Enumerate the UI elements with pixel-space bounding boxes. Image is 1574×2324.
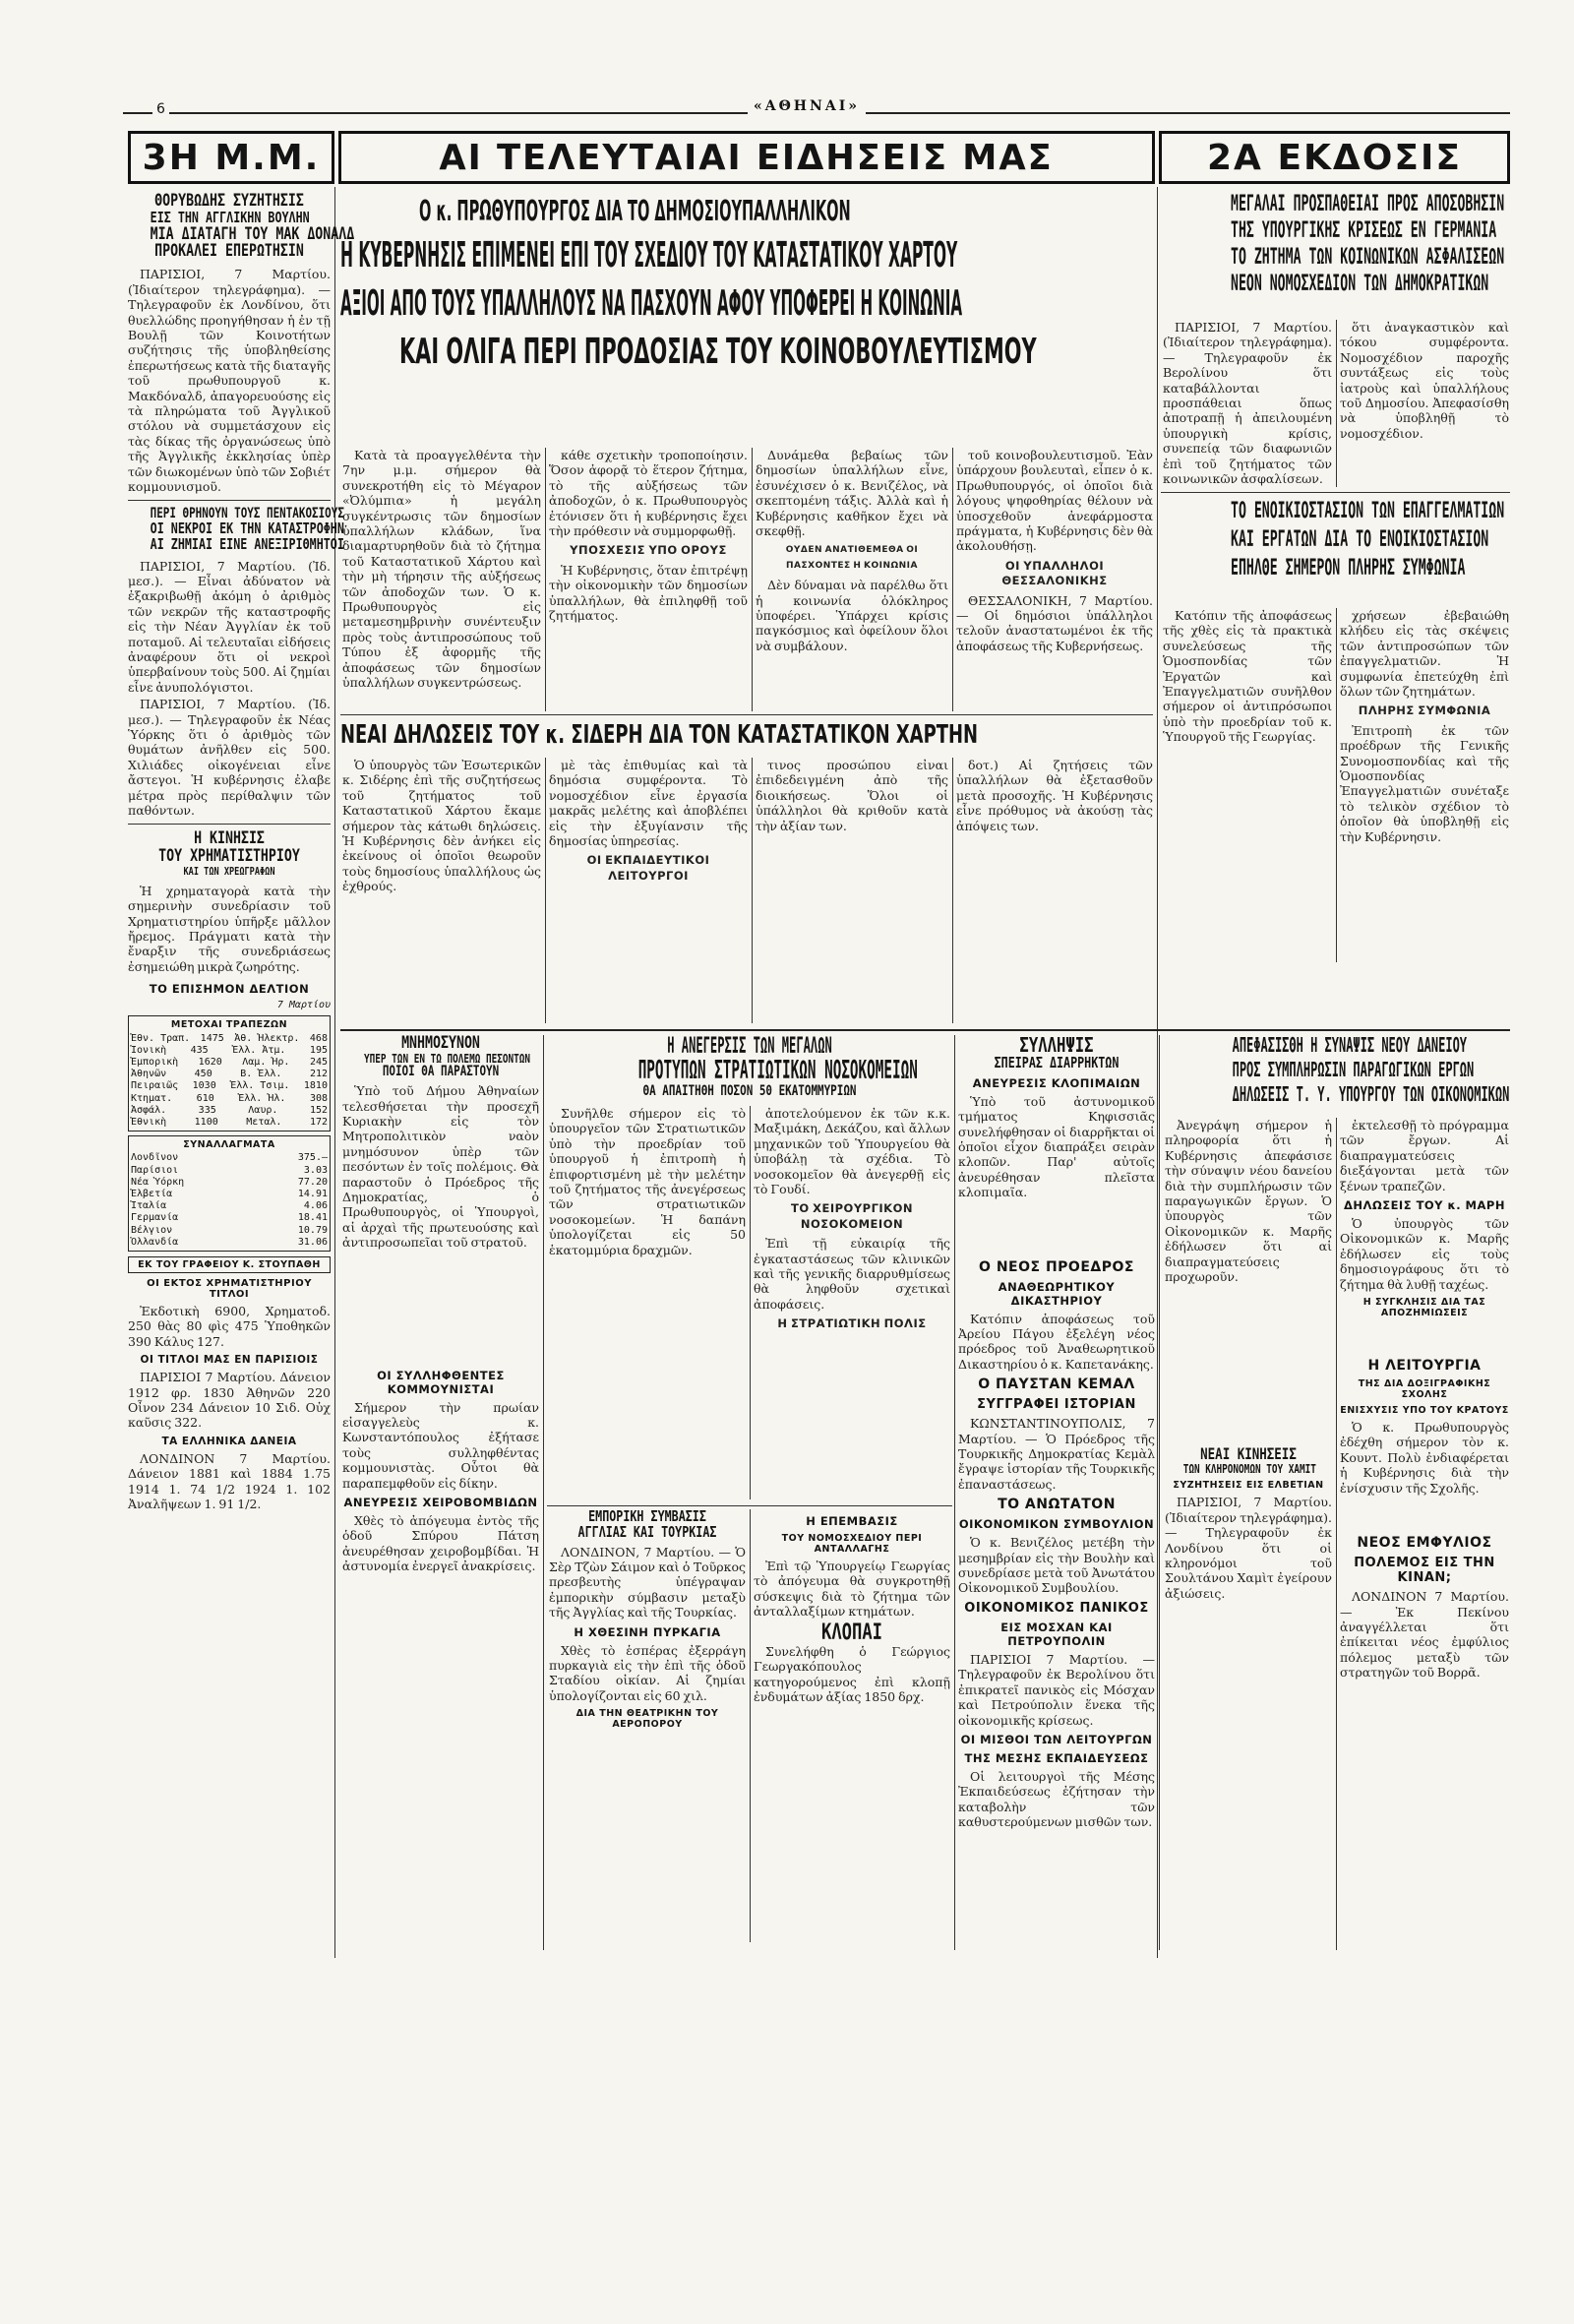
center-col-d: τοῦ κοινοβουλευτισμοῦ. Ἐὰν ὑπάρχουν βουλευταὶ, εἶπεν ὁ κ. Πρωθυπουργός, οἱ ὁποῖοι διὰ λόγους ψηφοθηρίας θέλουν νὰ ὑποσχεθοῦν ἀνεφάρμοστα πράγματα, ἡ Κυβέρνησις δὲν θὰ ἀκολουθήσῃ. ΟΙ ΥΠΑΛΛΗΛΟΙ ΘΕΣΣΑΛΟΝΙΚΗΣ ΘΕΣΣΑΛΟΝΙΚΗ, 7 Μαρτίου. — Οἱ δημόσιοι ὑπάλληλοι τελοῦν ἀναστατωμένοι ἐκ τῆς ἀποφάσεως τῆς Κυβερνήσεως. xyxy=(956,448,1153,653)
exchange-row: Ἑλβετία 14.91 xyxy=(131,1188,328,1199)
bulletin-row: Ἀθηνῶν 450 Β. Ἑλλ. 212 xyxy=(131,1069,328,1080)
right-edition: 2Α ΕΚΔΟΣΙΣ xyxy=(1207,137,1462,178)
center-top-story xyxy=(340,189,1153,445)
exchange-table: ΣΥΝΑΛΛΑΓΜΑΤΑ Λονδῖνον 375.— Παρίσιοι 3.03 Νέα Ὑόρκη 77.20 Ἑλβετία 14.91 Ἰταλία 4.06 Γερμανία 18.41 Βέλγιον 10.79 Ὁλλανδία 31.06 xyxy=(128,1135,331,1252)
col1-headline-1: ΘΟΡΥΒΩΔΗΣ ΣΥΖΗΤΗΣΙΣ ΕΙΣ ΤΗΝ ΑΓΓΛΙΚΗΝ ΒΟΥΛΗΝ ΜΙΑ ΔΙΑΤΑΓΗ ΤΟΥ ΜΑΚ ΔΟΝΑΛΔ ΠΡΟΚΑΛΕΙ ΕΠΕΡΩΤΗΣΙΝ xyxy=(150,191,355,262)
sideris-col-b: μὲ τὰς ἐπιθυμίας καὶ τὰ δημόσια συμφέροντα. Τὸ νομοσχέδιον εἶνε ἐργασία μακρᾶς μελέτης καὶ ἀποβλέπει εἰς τὴν ἐξυγίανσιν τῆς δημοσίας ὑπηρεσίας. ΟΙ ΕΚΠΑΙΔΕΥΤΙΚΟΙ ΛΕΙΤΟΥΡΓΟΙ xyxy=(549,758,748,883)
bulletin-row: Πειραιῶς 1030 Ἑλλ. Τσιμ. 1810 xyxy=(131,1080,328,1092)
page-number: 6 xyxy=(152,101,169,117)
right-edition-box xyxy=(1159,131,1510,184)
right-headline-2: ΤΟ ΕΝΟΙΚΙΟΣΤΑΣΙΟΝ ΤΩΝ ΕΠΑΓΓΕΛΜΑΤΙΩΝ ΚΑΙ ΕΡΓΑΤΩΝ ΔΙΑ ΤΟ ΕΝΟΙΚΙΟΣΤΑΣΙΟΝ ΕΠΗΛΘΕ ΣΗΜΕΡΟΝ ΠΛΗΡΗΣ ΣΥΜΦΩΝΙΑ xyxy=(1231,499,1505,581)
loan-headline: ΑΠΕΦΑΣΙΣΘΗ Η ΣΥΝΑΨΙΣ ΝΕΟΥ ΔΑΝΕΙΟΥ ΠΡΟΣ ΣΥΜΠΛΗΡΩΣΙΝ ΠΑΡΑΓΩΓΙΚΩΝ ΕΡΓΩΝ ΔΗΛΩΣΕΙΣ Τ. Υ. ΥΠΟΥΡΓΟΥ ΤΩΝ ΟΙΚΟΝΟΜΙΚΩΝ xyxy=(1232,1033,1510,1106)
right-article-1a: ΠΑΡΙΣΙΟΙ, 7 Μαρτίου. (Ἰδιαίτερον τηλεγράφημα). — Τηλεγραφοῦν ἐκ Βερολίνου ὅτι καταβάλλονται προσπάθειαι ὅπως ἀποτραπῇ ἡ ἀπειλουμένη ὑπουργικὴ κρίσις, συνεπείᾳ τῶν διαφωνιῶν ἐπὶ τοῦ ζητήματος τῶν κοινωνικῶν ἀσφαλίσεων. xyxy=(1163,320,1332,487)
bulletin-row: Ἐθν. Τραπ. 1475 Ἀθ. Ἠλεκτρ. 468 xyxy=(131,1032,328,1044)
right-headline-1: ΜΕΓΑΛΑΙ ΠΡΟΣΠΑΘΕΙΑΙ ΠΡΟΣ ΑΠΟΣΟΒΗΣΙΝ ΤΗΣ ΥΠΟΥΡΓΙΚΗΣ ΚΡΙΣΕΩΣ ΕΝ ΓΕΡΜΑΝΙΑ ΤΟ ΖΗΤΗΜΑ ΤΩΝ ΚΟΙΝΩΝΙΚΩΝ ΑΣΦΑΛΙΣΕΩΝ ΝΕΟΝ ΝΟΜΟΣΧΕΔΙΟΝ ΤΩΝ ΔΗΜΟΚΡΑΤΙΚΩΝ xyxy=(1231,192,1505,297)
inheritance-article: ΝΕΑΙ ΚΙΝΗΣΕΙΣ ΤΩΝ ΚΛΗΡΟΝΟΜΩΝ ΤΟΥ ΧΑΜΙΤ ΣΥΖΗΤΗΣΕΙΣ ΕΙΣ ΕΛΒΕΤΙΑΝ ΠΑΡΙΣΙΟΙ, 7 Μαρτίου. (Ἰδιαίτερον τηλεγράφημα). — Τηλεγραφοῦν ἐκ Λονδίνου ὅτι οἱ κληρονόμοι τοῦ Σουλτάνου Χαμὶτ ἐγείρουν ἀξιώσεις. xyxy=(1165,1444,1332,1601)
sideris-col-a: Ὁ ὑπουργὸς τῶν Ἐσωτερικῶν κ. Σιδέρης ἐπὶ τῆς συζητήσεως τοῦ ζητήματος τοῦ Καταστατικοῦ Χάρτου ἔκαμε σήμερον τὰς κάτωθι δηλώσεις. Ἡ Κυβέρνησις δὲν ἀνήκει εἰς ἐκείνους οἱ ὁποῖοι θεωροῦν τοὺς δημοσίους ὑπαλλήλους ὡς ἐχθρούς. xyxy=(342,758,541,894)
hospitals-col-b: ἀποτελούμενον ἐκ τῶν κ.κ. Μαξιμάκη, Δεκάζου, καὶ ἄλλων μηχανικῶν τοῦ Ὑπουργείου θὰ ὑποβάλῃ τὰ σχέδια. Τὸ νοσοκομεῖον θὰ ἀνεγερθῇ εἰς τὸ Γουδί. ΤΟ ΧΕΙΡΟΥΡΓΙΚΟΝ ΝΟΣΟΚΟΜΕΙΟΝ Ἐπὶ τῇ εὐκαιρίᾳ τῆς ἐγκαταστάσεως τῶν κλινικῶν καὶ τῆς γενικῆς διαρρυθμίσεως θὰ ληφθοῦν σχετικαὶ ἀποφάσεις. Η ΣΤΡΑΤΙΩΤΙΚΗ ΠΟΛΙΣ xyxy=(754,1106,950,1331)
loan-col-b: ἐκτελεσθῇ τὸ πρόγραμμα τῶν ἔργων. Αἱ διαπραγματεύσεις διεξάγονται μετὰ τῶν ξένων τραπεζῶν. ΔΗΛΩΣΕΙΣ ΤΟΥ κ. ΜΑΡΗ Ὁ ὑπουργὸς τῶν Οἰκονομικῶν κ. Μαρῆς ἐδήλωσεν εἰς τοὺς δημοσιογράφους ὅτι τὸ ζήτημα θὰ λυθῇ ταχέως. Η ΣΥΓΚΛΗΣΙΣ ΔΙΑ ΤΑΣ ΑΠΟΖΗΜΙΩΣΕΙΣ Η ΛΕΙΤΟΥΡΓΙΑ ΤΗΣ ΔΙΑ ΔΟΞΙΓΡΑΦΙΚΗΣ ΣΧΟΛΗΣ ΕΝΙΣΧΥΣΙΣ ΥΠΟ ΤΟΥ ΚΡΑΤΟΥΣ Ὁ κ. Πρωθυπουργὸς ἐδέχθη σήμερον τὸν κ. Κουντ. Πολὺ ἐνδιαφέρεται ἡ Κυβέρνησις διὰ τὴν ἐνίσχυσιν τῆς Σχολῆς. ΝΕΟΣ ΕΜΦΥΛΙΟΣ ΠΟΛΕΜΟΣ ΕΙΣ ΤΗΝ ΚΙΝΑΝ; ΛΟΝΔΙΝΟΝ 7 Μαρτίου. — Ἐκ Πεκίνου ἀναγγέλλεται ὅτι ἐπίκειται νέος ἐμφύλιος πόλεμος μεταξὺ τῶν στρατηγῶν τοῦ Βορρᾶ. xyxy=(1340,1118,1509,1681)
bulletin-title: ΤΟ ΕΠΙΣΗΜΟΝ ΔΕΛΤΙΟΝ xyxy=(149,982,310,997)
paris-titles-title: ΟΙ ΤΙΤΛΟΙ ΜΑΣ ΕΝ ΠΑΡΙΣΙΟΙΣ xyxy=(140,1354,319,1367)
right-article-2b: χρήσεων ἐβεβαιώθη κλήδευ εἰς τὰς σκέψεις τῶν ἀντιπροσώπων τῶν ἐπαγγελματιῶν. Ἡ συμφωνία ἐπετεύχθη ἐπὶ ὅλων τῶν ζητημάτων. ΠΛΗΡΗΣ ΣΥΜΦΩΝΙΑ Ἐπιτροπὴ ἐκ τῶν προέδρων τῆς Γενικῆς Συνομοσπονδίας καὶ τῆς Ὁμοσπονδίας Ἐπαγγελματιῶν συνέταξε τὸ τελικὸν σχέδιον τὸ ὁποῖον θὰ ὑποβληθῇ εἰς τὴν Κυβέρνησιν. xyxy=(1340,608,1509,844)
right-article-2a: Κατόπιν τῆς ἀποφάσεως τῆς χθὲς εἰς τὰ πρακτικὰ συνελεύσεως τῆς Ὁμοσπονδίας τῶν Ἐργατῶν καὶ Ἐπαγγελματιῶν συνῆλθον σήμερον οἱ ἀντιπρόσωποι ὑπὸ τὴν προεδρίαν τοῦ κ. Ὑπουργοῦ τῆς Γεωργίας. xyxy=(1163,608,1332,745)
interv-article: Η ΕΠΕΜΒΑΣΙΣ ΤΟΥ ΝΟΜΟΣΧΕΔΙΟΥ ΠΕΡΙ ΑΝΤΑΛΛΑΓΗΣ Ἐπὶ τῷ Ὑπουργείῳ Γεωργίας τὸ ἀπόγευμα θὰ συγκροτηθῇ σύσκεψις διὰ τὸ ζήτημα τῶν ἀνταλλαξίμων κτημάτων. ΚΛΟΠΑΙ Συνελήφθη ὁ Γεώργιος Γεωργακόπουλος κατηγορούμενος ἐπὶ κλοπῇ ἐνδυμάτων ἀξίας 1850 δρχ. xyxy=(754,1514,950,1704)
sideris-col-d: δοτ.) Αἱ ζητήσεις τῶν ὑπαλλήλων θὰ ἐξετασθοῦν μετὰ προσοχῆς. Ἡ Κυβέρνησις εἶνε πρόθυμος νὰ ἀκούσῃ τὰς ἀπόψεις των. xyxy=(956,758,1153,833)
masthead: «ΑΘΗΝΑΙ» xyxy=(748,98,866,114)
left-edition: 3Η Μ.Μ. xyxy=(142,137,321,178)
exchange-row: Γερμανία 18.41 xyxy=(131,1212,328,1224)
center-kicker: Ο κ. ΠΡΩΘΥΠΟΥΡΓΟΣ ΔΙΑ ΤΟ ΔΗΜΟΣΙΟΥΠΑΛΛΗΛΙΚΟΝ xyxy=(419,195,851,227)
bulletin-row: Ἐμπορικὴ 1620 Λαμ. Ἡρ. 245 xyxy=(131,1056,328,1068)
arrests-article: ΣΥΛΛΗΨΙΣ ΣΠΕΙΡΑΣ ΔΙΑΡΡΗΚΤΩΝ ΑΝΕΥΡΕΣΙΣ ΚΛΟΠΙΜΑΙΩΝ Ὑπὸ τοῦ ἀστυνομικοῦ τμήματος Κηφισσιᾶς συνελήφθησαν οἱ διαρρῆκται οἱ ὁποῖοι εἶχον διαπράξει σειρὰν κλοπῶν. Παρ' αὐτοῖς ἀνευρέθησαν πλεῖστα κλοπιμαῖα. Ο ΝΕΟΣ ΠΡΟΕΔΡΟΣ ΑΝΑΘΕΩΡΗΤΙΚΟΥ ΔΙΚΑΣΤΗΡΙΟΥ Κατόπιν ἀποφάσεως τοῦ Ἀρείου Πάγου ἐξελέγη νέος πρόεδρος τοῦ Ἀναθεωρητικοῦ Δικαστηρίου ὁ κ. Καπετανάκης. Ο ΠΑΥΣΤΑΝ ΚΕΜΑΛ ΣΥΓΓΡΑΦΕΙ ΙΣΤΟΡΙΑΝ ΚΩΝΣΤΑΝΤΙΝΟΥΠΟΛΙΣ, 7 Μαρτίου. — Ὁ Πρόεδρος τῆς Τουρκικῆς Δημοκρατίας Κεμὰλ ἔγραψε ἱστορίαν τῆς Τουρκικῆς ἐπαναστάσεως. ΤΟ ΑΝΩΤΑΤΟΝ ΟΙΚΟΝΟΜΙΚΟΝ ΣΥΜΒΟΥΛΙΟΝ Ὁ κ. Βενιζέλος μετέβη τὴν μεσημβρίαν εἰς τὴν Βουλὴν καὶ συνεδρίασε μετὰ τοῦ Ἀνωτάτου Οἰκονομικοῦ Συμβουλίου. ΟΙΚΟΝΟΜΙΚΟΣ ΠΑΝΙΚΟΣ ΕΙΣ ΜΟΣΧΑΝ ΚΑΙ ΠΕΤΡΟΥΠΟΛΙΝ ΠΑΡΙΣΙΟΙ 7 Μαρτίου. — Τηλεγραφοῦν ἐκ Βερολίνου ὅτι ἐπικρατεῖ πανικὸς εἰς Μόσχαν καὶ Πετρούπολιν ἕνεκα τῆς οἰκονομικῆς κρίσεως. ΟΙ ΜΙΣΘΟΙ ΤΩΝ ΛΕΙΤΟΥΡΓΩΝ ΤΗΣ ΜΕΣΗΣ ΕΚΠΑΙΔΕΥΣΕΩΣ Οἱ λειτουργοὶ τῆς Μέσης Ἐκπαιδεύσεως ἐζήτησαν τὴν καταβολὴν τῶν καθυστερούμενων μισθῶν των. xyxy=(958,1033,1155,1830)
outside-titles-title: ΟΙ ΕΚΤΟΣ ΧΡΗΜΑΤΙΣΤΗΡΙΟΥ ΤΙΤΛΟΙ xyxy=(147,1278,312,1300)
loan-col-a: Ἀνεγράψη σήμερον ἡ πληροφορία ὅτι ἡ Κυβέρνησις ἀπεφάσισε τὴν σύναψιν νέου δανείου διὰ τὴν συμπλήρωσιν τῶν παραγωγικῶν ἔργων. Ὁ ὑπουργὸς τῶν Οἰκονομικῶν κ. Μαρῆς ἐδήλωσεν ὅτι αἱ διαπραγματεύσεις προχωροῦν. xyxy=(1165,1118,1332,1285)
exchange-row: Ὁλλανδία 31.06 xyxy=(131,1236,328,1248)
exchange-row: Βέλγιον 10.79 xyxy=(131,1224,328,1236)
sideris-headline: ΝΕΑΙ ΔΗΛΩΣΕΙΣ ΤΟΥ κ. ΣΙΔΕΡΗ ΔΙΑ ΤΟΝ ΚΑΤΑΣΤΑΤΙΚΟΝ ΧΑΡΤΗΝ xyxy=(340,720,978,750)
trade-article: ΕΜΠΟΡΙΚΗ ΣΥΜΒΑΣΙΣ ΑΓΓΛΙΑΣ ΚΑΙ ΤΟΥΡΚΙΑΣ ΛΟΝΔΙΝΟΝ, 7 Μαρτίου. — Ὁ Σὲρ Τζὼν Σάιμον καὶ ὁ Τοῦρκος πρεσβευτὴς ὑπέγραψαν ἐμπορικὴν σύμβασιν μεταξὺ τῆς Ἀγγλίας καὶ τῆς Τουρκίας. Η ΧΘΕΣΙΝΗ ΠΥΡΚΑΓΙΑ Χθὲς τὸ ἑσπέρας ἐξερράγη πυρκαγιὰ εἰς τὴν ἐπὶ τῆς ὁδοῦ Σταδίου οἰκίαν. Αἱ ζημίαι ὑπολογίζονται εἰς 60 χιλ. ΔΙΑ ΤΗΝ ΘΕΑΤΡΙΚΗΝ ΤΟΥ ΑΕΡΟΠΟΡΟΥ xyxy=(549,1507,746,1731)
greek-loans-title: ΤΑ ΕΛΛΗΝΙΚΑ ΔΑΝΕΙΑ xyxy=(161,1435,297,1447)
bulletin-row: Κτηματ. 610 Ἑλλ. Ἡλ. 308 xyxy=(131,1092,328,1104)
exchange-row: Νέα Ὑόρκη 77.20 xyxy=(131,1176,328,1188)
center-col-c: Δυνάμεθα βεβαίως τῶν δημοσίων ὑπαλλήλων εἶνε, ἐσυνέχισεν ὁ κ. Βενιζέλος, νὰ σκεπτομένη τάξις. Ἀλλὰ καὶ ἡ Κυβέρνησις καθῆκον ἔχει νὰ σκεφθῇ. ΟΥΔΕΝ ΑΝΑΤΙΘΕΜΕΘΑ ΟΙ ΠΑΣΧΟΝΤΕΣ Η ΚΟΙΝΩΝΙΑ Δὲν δύναμαι νὰ παρέλθω ὅτι ἡ κοινωνία ὁλόκληρος ὑποφέρει. Ὑπάρχει κρίσις παγκόσμιος καὶ ὀφείλουν ὅλοι νὰ συμβάλουν. xyxy=(756,448,948,653)
paris-titles-text: ΠΑΡΙΣΙΟΙ 7 Μαρτίου. Δάνειον 1912 φρ. 1830 Ἀθηνῶν 220 Οἶνον 234 Δάνειον 10 Σιδ. Οὐχ καῦσις 322. xyxy=(128,1370,331,1431)
hospitals-headline: Η ΑΝΕΓΕΡΣΙΣ ΤΩΝ ΜΕΓΑΛΩΝ ΠΡΟΤΥΠΩΝ ΣΤΡΑΤΙΩΤΙΚΩΝ ΝΟΣΟΚΟΜΕΙΩΝ ΘΑ ΑΠΑΙΤΗΘΗ ΠΟΣΟΝ 50 ΕΚΑΤΟΜΜΥΡΙΩΝ xyxy=(637,1034,918,1100)
hospitals-col-a: Συνῆλθε σήμερον εἰς τὸ ὑπουργεῖον τῶν Στρατιωτικῶν ὑπὸ τὴν προεδρίαν τοῦ ὑπουργοῦ ἡ ἐπιτροπὴ ἡ ἐπιφορτισμένη μὲ τὴν μελέτην τοῦ ζητήματος τῆς ἀνεγέρσεως τῶν στρατιωτικῶν νοσοκομείων. Ἡ δαπάνη ὑπολογίζεται εἰς 50 ἑκατομμύρια δραχμῶν. xyxy=(549,1106,746,1257)
bulletin-row: Ἀσφάλ. 335 Λαυρ. 152 xyxy=(131,1104,328,1116)
bulletin-row: Ἐθνικὴ 1100 Μεταλ. 172 xyxy=(131,1116,328,1128)
greek-loans-text: ΛΟΝΔΙΝΟΝ 7 Μαρτίου. Δάνειον 1881 καὶ 1884 1.75 1914 1. 74 1/2 1924 1. 102 Ἀναλῆψεων 1. 91 1/2. xyxy=(128,1450,331,1512)
bulletin-table: ΜΕΤΟΧΑΙ ΤΡΑΠΕΖΩΝ Ἐθν. Τραπ. 1475 Ἀθ. Ἠλεκτρ. 468 Ἰονικὴ 435 Ἑλλ. Ἀτμ. 195 Ἐμπορικὴ 1620 Λαμ. Ἡρ. 245 Ἀθηνῶν 450 Β. Ἑλλ. 212 Πειραιῶς 1030 Ἑλλ. Τσιμ. 1810 Κτηματ. 610 Ἑλλ. Ἡλ. 308 Ἀσφάλ. 335 Λαυρ. 152 Ἐθνικὴ 1100 Μεταλ. 172 xyxy=(128,1015,331,1131)
col1-headline-2: ΠΕΡΙ ΘΡΗΝΟΥΝ ΤΟΥΣ ΠΕΝΤΑΚΟΣΙΟΥΣ ΟΙ ΝΕΚΡΟΙ ΕΚ ΤΗΝ ΚΑΤΑΣΤΡΟΦΗΝ ΑΙ ΖΗΜΙΑΙ ΕΙΝΕ ΑΝΕΞΙΡΙΘΜΗΤΟΙ xyxy=(150,506,344,553)
left-column xyxy=(128,189,355,1960)
bulletin-date: 7 Μαρτίου xyxy=(276,1000,331,1011)
exchange-row: Λονδῖνον 375.— xyxy=(131,1152,328,1164)
right-article-1b: ὅτι ἀναγκαστικὸν καὶ τόκου συμφέροντα. Νομοσχέδιον παροχῆς συντάξεως εἰς τοὺς ἰατροὺς καὶ ὑπαλλήλους τοῦ Δημοσίου. Ἀπεφασίσθη νὰ ὑποβληθῇ τὸ νομοσχέδιον. xyxy=(1340,320,1509,441)
outside-titles-text: Ἐκδοτικὴ 6900, Χρηματοδ. 250 θὰς 80 φὶς 475 Ὑποθηκῶν 390 Κάλυς 127. xyxy=(128,1304,331,1349)
col1-headline-3: Η ΚΙΝΗΣΙΣ ΤΟΥ ΧΡΗΜΑΤΙΣΤΗΡΙΟΥ ΚΑΙ ΤΩΝ ΧΡΕΩΓΡΑΦΩΝ xyxy=(158,828,300,879)
exchange-row: Παρίσιοι 3.03 xyxy=(131,1164,328,1176)
center-headline-2: ΑΞΙΟΙ ΑΠΟ ΤΟΥΣ ΥΠΑΛΛΗΛΟΥΣ ΝΑ ΠΑΣΧΟΥΝ ΑΦΟΥ ΥΠΟΦΕΡΕΙ Η ΚΟΙΝΩΝΙΑ xyxy=(340,283,963,324)
office-line: ΕΚ ΤΟΥ ΓΡΑΦΕΙΟΥ Κ. ΣΤΟΥΠΑΘΗ xyxy=(128,1256,331,1273)
col1-article-2: ΠΑΡΙΣΙΟΙ, 7 Μαρτίου. (Ἰδ. μεσ.). — Εἶναι ἀδύνατον νὰ ἐξακριβωθῇ ἀκόμη ὁ ἀριθμὸς τῶν νεκρῶν τῆς καταστροφῆς εἰς τὴν Νέαν Ἀγγλίαν ἐκ τοῦ ποταμοῦ. Αἱ τελευταῖαι εἰδήσεις ἀναφέρουν ὅτι οἱ νεκροὶ ὑπερβαίνουν τοὺς 500. Αἱ ζημίαι εἶνε ἀνυπολόγιστοι. ΠΑΡΙΣΙΟΙ, 7 Μαρτίου. (Ἰδ. μεσ.). — Τηλεγραφοῦν ἐκ Νέας Ὑόρκης ὅτι ὁ ἀριθμὸς τῶν θυμάτων ἀνῆλθεν εἰς 500. Χιλιάδες οἰκογένειαι εἶνε ἄστεγοι. Ἡ κυβέρνησις ἐλαβε μέτρα πρὸς περίθαλψιν τῶν παθόντων. xyxy=(128,558,331,819)
center-banner-box xyxy=(338,131,1155,184)
center-banner: ΑΙ ΤΕΛΕΥΤΑΙΑΙ ΕΙΔΗΣΕΙΣ ΜΑΣ xyxy=(439,137,1055,178)
col1-article-1: ΠΑΡΙΣΙΟΙ, 7 Μαρτίου. (Ἰδιαίτερον τηλεγράφημα). — Τηλεγραφοῦν ἐκ Λονδίνου, ὅτι θυελλώδης προηγήθησαν ἡ ἐν τῇ Βουλῇ τῶν Κοινοτήτων συζήτησις τῆς ὑποβληθείσης ἐπερωτήσεως κατὰ τῆς διαταγῆς τοῦ πρωθυπουργοῦ κ. Μακδόναλδ, ἀπαγορευούσης εἰς τὰ πληρώματα τοῦ Ἀγγλικοῦ στόλου νὰ συμμετάσχουν εἰς τὰς δίκας τῆς ὀργανώσεως ὑπὸ τῆς Ἀγγλικῆς ἐκκλησίας ὑπὲρ τῶν διωκομένων ὑπὸ τῶν Σοβιέτ κομμουνισμοῦ. xyxy=(128,267,331,494)
memorial-article: ΜΝΗΜΟΣΥΝΟΝ ΥΠΕΡ ΤΩΝ ΕΝ ΤΩ ΠΟΛΕΜΩ ΠΕΣΟΝΤΩΝ ΠΟΙΟΙ ΘΑ ΠΑΡΑΣΤΟΥΝ Ὑπὸ τοῦ Δήμου Ἀθηναίων τελεσθήσεται τὴν προσεχῆ Κυριακὴν εἰς τὸν Μητροπολιτικὸν ναὸν μνημόσυνον ὑπὲρ τῶν πεσόντων ἐν τοῖς πολέμοις. Θὰ παραστοῦν ὁ Πρόεδρος τῆς Δημοκρατίας, ὁ Πρωθυπουργὸς, οἱ Ὑπουργοὶ, αἱ ἀρχαὶ τῆς πρωτευούσης καὶ ἀντιπροσωπεῖαι τοῦ στρατοῦ. ΟΙ ΣΥΛΛΗΦΘΕΝΤΕΣ ΚΟΜΜΟΥΝΙΣΤΑΙ Σήμερον τὴν πρωίαν εἰσαγγελεὺς κ. Κωνσταντόπουλος ἐξήτασε τοὺς συλληφθέντας κομμουνιστὰς. Οὗτοι θὰ παραπεμφθοῦν εἰς δίκην. ΑΝΕΥΡΕΣΙΣ ΧΕΙΡΟΒΟΜΒΙΔΩΝ Χθὲς τὸ ἀπόγευμα ἐντὸς τῆς ὁδοῦ Σπύρου Πάτση ἀνευρέθησαν χειροβομβίδαι. Ἡ ἀστυνομία ἐνεργεῖ ἀνακρίσεις. xyxy=(342,1033,539,1574)
left-edition-box xyxy=(128,131,334,184)
center-col-a: Κατὰ τὰ προαγγελθέντα τὴν 7ην μ.μ. σήμερον θὰ συνεκροτήθη εἰς τὸ Μέγαρον «Ὀλύμπια» ἡ μεγάλη συγκέντρωσις τῶν δημοσίων ὑπαλλήλων κλάδων, ἵνα διαμαρτυρηθοῦν διὰ τὸ ζήτημα τοῦ Καταστατικοῦ Χάρτου καὶ τὴν μὴ τήρησιν τῆς αὐξήσεως τῶν ἀποδοχῶν των. Ὁ κ. Πρωθυπουργὸς εἰς μεταμεσημβρινὴν συνέντευξιν πρὸς τοὺς ἀντιπροσώπους τοῦ Τύπου ἐξ ἀφορμῆς τῆς ἀποφάσεως τῶν δημοσίων ὑπαλλήλων συγκεντρώσεως. xyxy=(342,448,541,691)
exchange-row: Ἰταλία 4.06 xyxy=(131,1200,328,1212)
center-headline-1: Η ΚΥΒΕΡΝΗΣΙΣ ΕΠΙΜΕΝΕΙ ΕΠΙ ΤΟΥ ΣΧΕΔΙΟΥ ΤΟΥ ΚΑΤΑΣΤΑΤΙΚΟΥ ΧΑΡΤΟΥ xyxy=(340,235,958,275)
center-col-b: κάθε σχετικὴν τροποποίησιν. Ὅσον ἀφορᾷ τὸ ἕτερον ζήτημα, τὸ τῆς αὐξήσεως τῶν ἀποδοχῶν, ὁ κ. Πρωθυπουργὸς ἐτόνισεν ὅτι ἡ κυβέρνησις ἔχει τὴν πρόθεσιν νὰ συμμορφωθῇ. ΥΠΟΣΧΕΣΙΣ ΥΠΟ ΟΡΟΥΣ Ἡ Κυβέρνησις, ὅταν ἐπιτρέψῃ τὴν οἰκονομικὴν τῶν δημοσίων ὑπαλλήλων, θὰ ἐπιληφθῇ τοῦ ζητήματος. xyxy=(549,448,748,624)
center-headline-3: ΚΑΙ ΟΛΙΓΑ ΠΕΡΙ ΠΡΟΔΟΣΙΑΣ ΤΟΥ ΚΟΙΝΟΒΟΥΛΕΥΤΙΣΜΟΥ xyxy=(399,332,1037,372)
bulletin-row: Ἰονικὴ 435 Ἑλλ. Ἀτμ. 195 xyxy=(131,1044,328,1056)
sideris-col-c: τινος προσώπου εἰναι ἐπιδεδειγμένη ἀπὸ τῆς διοικήσεως. Ὅλοι οἱ ὑπάλληλοι θὰ κριθοῦν κατὰ τὴν ἀξίαν των. xyxy=(756,758,948,833)
col1-article-3: Ἡ χρηματαγορὰ κατὰ τὴν σημερινὴν συνεδρίασιν τοῦ Χρηματιστηρίου ὑπῆρξε μᾶλλον ἤρεμος. Πράγματι κατὰ τὴν ἔναρξιν τῆς συνεδριάσεως ἐσημειώθη μικρὰ ζωηρότης. xyxy=(128,883,331,974)
